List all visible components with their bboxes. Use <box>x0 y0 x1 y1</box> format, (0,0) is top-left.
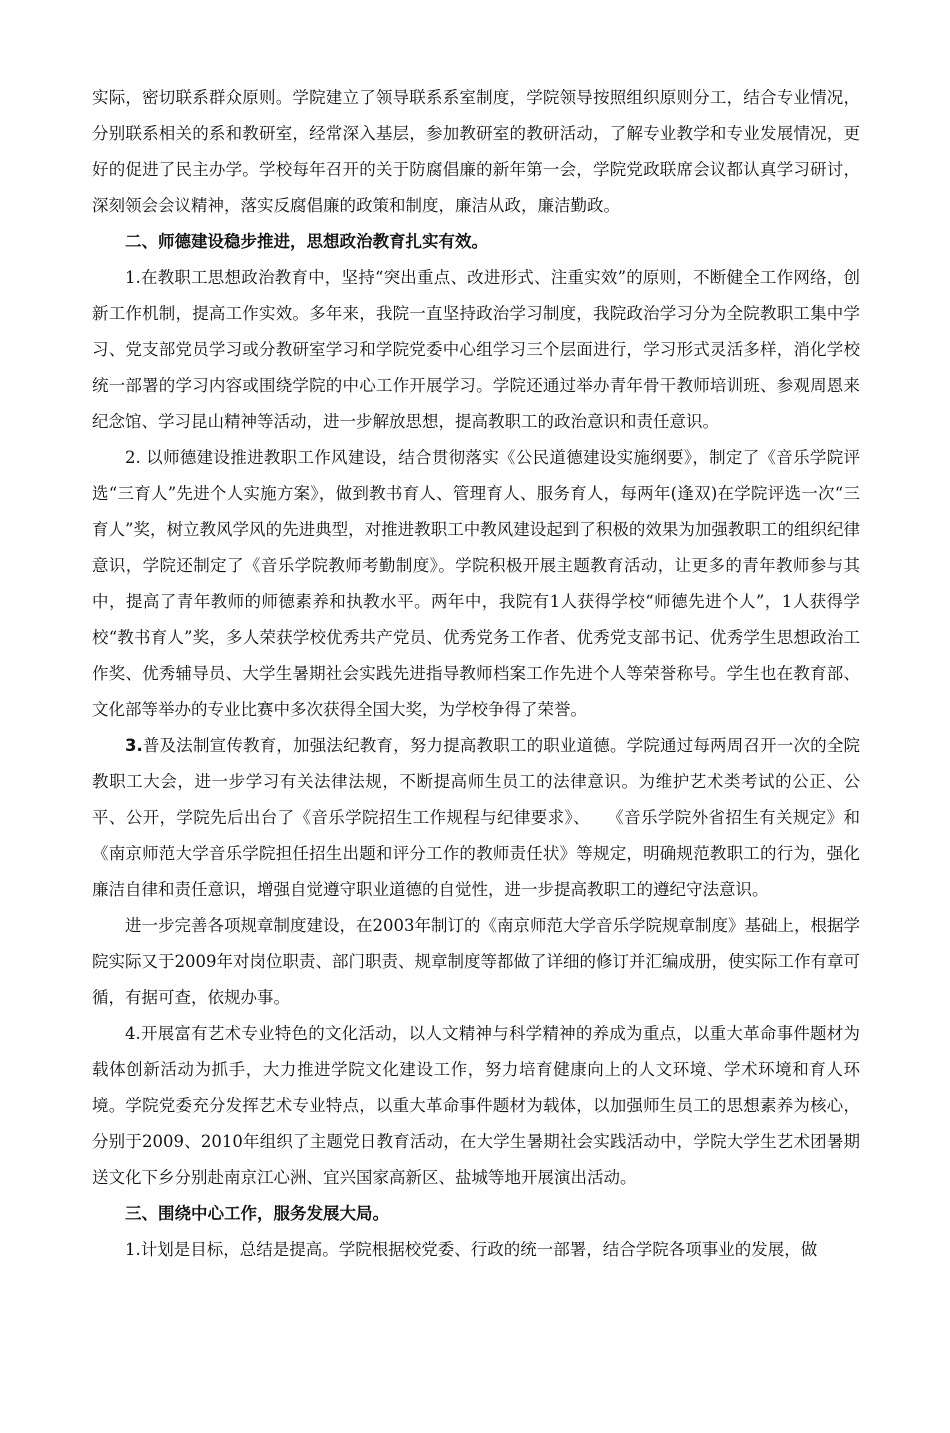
paragraph-4-number: 3. <box>125 736 143 755</box>
section-heading-2: 二、师德建设稳步推进，思想政治教育扎实有效。 <box>125 232 488 251</box>
paragraph-6: 4.开展富有艺术专业特色的文化活动，以人文精神与科学精神的养成为重点，以重大革命事件题材为载体创新活动为抓手，大力推进学院文化建设工作，努力培育健康向上的人文环境、学术环境和育人环境。学院党委充分发挥艺术专业特点，以重大革命事件题材为载体，以加强师生员工的思想素养为核心，分别于2009、2010年组织了主题党日教育活动，在大学生暑期社会实践活动中，学院大学生艺术团暑期送文化下乡分别赴南京江心洲、宜兴国家高新区、盐城等地开展演出活动。 <box>92 1024 860 1187</box>
paragraph-2: 1.在教职工思想政治教育中，坚持“突出重点、改进形式、注重实效”的原则，不断健全工作网络，创新工作机制，提高工作实效。多年来，我院一直坚持政治学习制度，我院政治学习分为全院教职工集中学习、党支部党员学习或分教研室学习和学院党委中心组学习三个层面进行，学习形式灵活多样，消化学校统一部署的学习内容或围绕学院的中心工作开展学习。学院还通过举办青年骨干教师培训班、参观周恩来纪念馆、学习昆山精神等活动，进一步解放思想，提高教职工的政治意识和责任意识。 <box>92 268 860 431</box>
paragraph-5: 进一步完善各项规章制度建设，在2003年制订的《南京师范大学音乐学院规章制度》基础上，根据学院实际又于2009年对岗位职责、部门职责、规章制度等都做了详细的修订并汇编成册，使实际工作有章可循，有据可查，依规办事。 <box>92 916 860 1007</box>
section-heading-3: 三、围绕中心工作，服务发展大局。 <box>125 1204 389 1223</box>
paragraph-4-text: 普及法制宣传教育，加强法纪教育，努力提高教职工的职业道德。学院通过每两周召开一次的全院教职工大会，进一步学习有关法律法规，不断提高师生员工的法律意识。为维护艺术类考试的公正、公平、公开，学院先后出台了《音乐学院招生工作规程与纪律要求》、 《音乐学院外省招生有关规定》和《南京师范大学音乐学院担任招生出题和评分工作的教师责任状》等规定，明确规范教职工的行为，强化廉洁自律和责任意识，增强自觉遵守职业道德的自觉性，进一步提高教职工的遵纪守法意识。 <box>92 736 860 899</box>
paragraph-3: 2. 以师德建设推进教职工作风建设，结合贯彻落实《公民道德建设实施纲要》，制定了《音乐学院评选“三育人”先进个人实施方案》，做到教书育人、管理育人、服务育人，每两年(逢双)在学院评选一次“三育人”奖，树立教风学风的先进典型，对推进教职工中教风建设起到了积极的效果为加强教职工的组织纪律意识，学院还制定了《音乐学院教师考勤制度》。学院积极开展主题教育活动，让更多的青年教师参与其中，提高了青年教师的师德素养和执教水平。两年中，我院有1人获得学校“师德先进个人”，1人获得学校“教书育人”奖，多人荣获学校优秀共产党员、优秀党务工作者、优秀党支部书记、优秀学生思想政治工作奖、优秀辅导员、大学生暑期社会实践先进指导教师档案工作先进个人等荣誉称号。学生也在教育部、文化部等举办的专业比赛中多次获得全国大奖，为学校争得了荣誉。 <box>92 448 860 719</box>
document-page <box>92 80 860 1268</box>
paragraph-4 <box>92 728 860 908</box>
paragraph-1: 实际，密切联系群众原则。学院建立了领导联系系室制度，学院领导按照组织原则分工，结合专业情况，分别联系相关的系和教研室，经常深入基层，参加教研室的教研活动，了解专业教学和专业发展情况，更好的促进了民主办学。学校每年召开的关于防腐倡廉的新年第一会，学院党政联席会议都认真学习研讨，深刻领会会议精神，落实反腐倡廉的政策和制度，廉洁从政，廉洁勤政。 <box>92 88 860 215</box>
paragraph-7: 1.计划是目标，总结是提高。学院根据校党委、行政的统一部署，结合学院各项事业的发展，做 <box>125 1240 818 1259</box>
